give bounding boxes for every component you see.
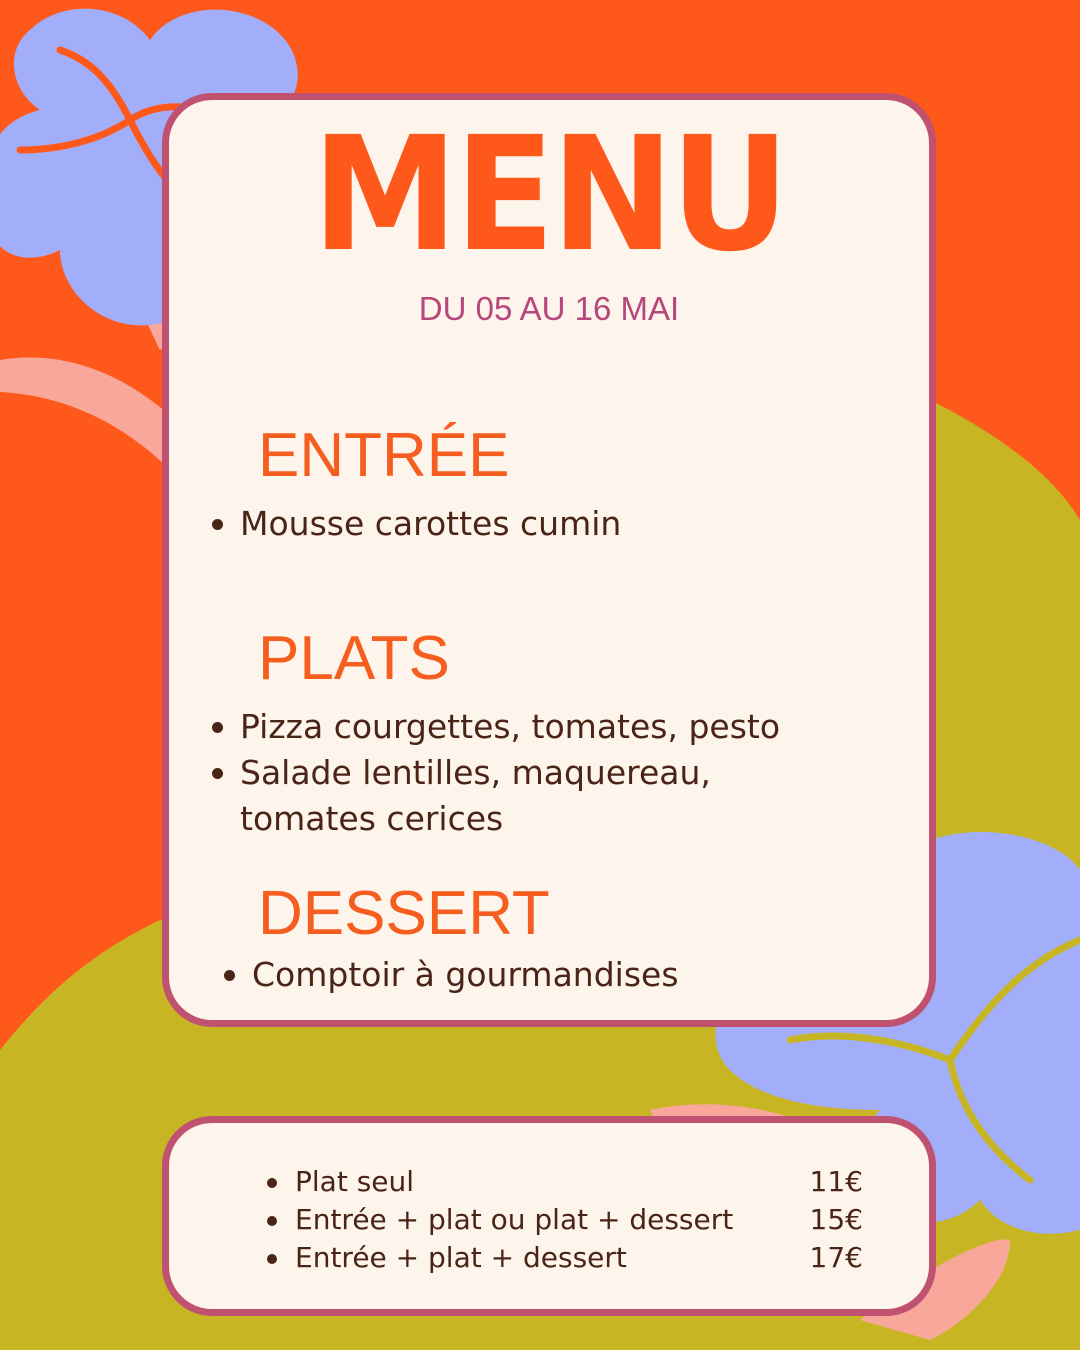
price-amount: 15€: [809, 1203, 863, 1236]
list-item: Comptoir à gourmandises: [219, 952, 909, 998]
price-row: [262, 1201, 863, 1239]
section-title-plats: PLATS: [258, 624, 450, 693]
price-card: [162, 1116, 936, 1316]
price-label: Entrée + plat ou plat + dessert: [295, 1203, 734, 1236]
price-row: [262, 1163, 863, 1201]
entree-list: [207, 501, 907, 547]
price-label: Entrée + plat + dessert: [295, 1241, 627, 1274]
dessert-list: [219, 952, 909, 998]
price-label: Plat seul: [295, 1165, 415, 1198]
leaf-stem-icon: [0, 358, 175, 471]
plats-list: [207, 704, 857, 842]
menu-title: MENU: [311, 103, 787, 287]
list-item: Pizza courgettes, tomates, pesto: [207, 704, 857, 750]
section-title-dessert: DESSERT: [258, 879, 550, 948]
price-amount: 11€: [809, 1165, 863, 1198]
price-row: [262, 1239, 863, 1277]
menu-dates: DU 05 AU 16 MAI: [418, 290, 680, 327]
price-list: [262, 1163, 863, 1277]
section-title-entree: ENTRÉE: [258, 421, 510, 490]
price-amount: 17€: [809, 1241, 863, 1274]
menu-card: [162, 93, 936, 1027]
list-item: Salade lentilles, maquereau, tomates cerices: [207, 750, 857, 842]
list-item: Mousse carottes cumin: [207, 501, 907, 547]
